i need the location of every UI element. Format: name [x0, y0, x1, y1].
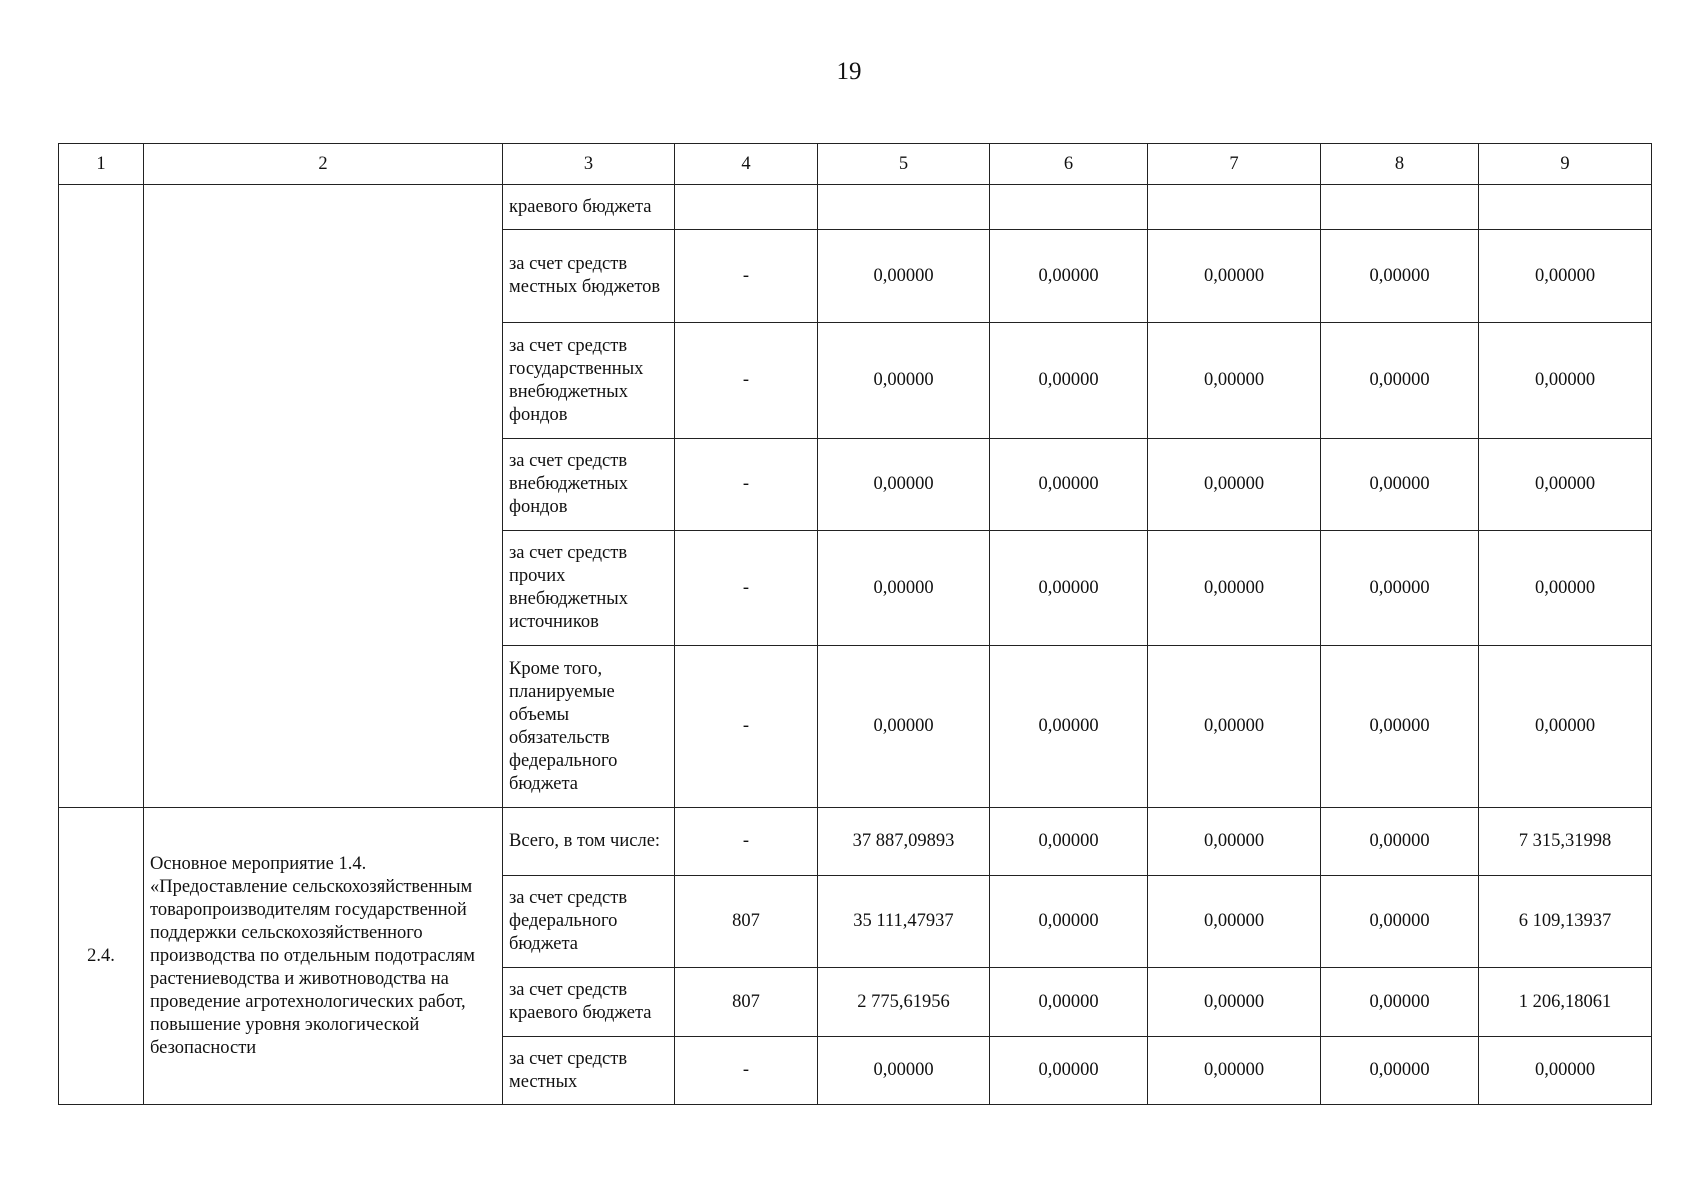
value-cell: 0,00000 — [990, 1037, 1148, 1105]
value-cell: 0,00000 — [818, 323, 990, 439]
number-cell-empty — [59, 185, 144, 808]
value-cell: 0,00000 — [1148, 230, 1321, 323]
funding-source-cell: за счет средств краевого бюджета — [503, 968, 675, 1037]
page-number: 19 — [836, 58, 862, 85]
value-cell: 0,00000 — [1479, 1037, 1652, 1105]
code-cell: - — [675, 1037, 818, 1105]
value-cell: 37 887,09893 — [818, 808, 990, 876]
value-cell: 0,00000 — [818, 531, 990, 646]
value-cell: 0,00000 — [1321, 646, 1479, 808]
column-header: 3 — [503, 144, 675, 185]
column-header: 2 — [144, 144, 503, 185]
value-cell: 0,00000 — [818, 1037, 990, 1105]
value-cell: 0,00000 — [1321, 230, 1479, 323]
funding-source-cell: за счет средств прочих внебюджетных источников — [503, 531, 675, 646]
code-cell: - — [675, 531, 818, 646]
value-cell: 0,00000 — [1148, 876, 1321, 968]
funding-source-cell: за счет средств федерального бюджета — [503, 876, 675, 968]
column-header: 8 — [1321, 144, 1479, 185]
value-cell: 0,00000 — [1479, 230, 1652, 323]
value-cell: 1 206,18061 — [1479, 968, 1652, 1037]
column-number-row — [59, 144, 1652, 185]
funding-source-cell: Всего, в том числе: — [503, 808, 675, 876]
value-cell: 6 109,13937 — [1479, 876, 1652, 968]
value-cell: 0,00000 — [818, 439, 990, 531]
column-header: 5 — [818, 144, 990, 185]
value-cell: 0,00000 — [990, 808, 1148, 876]
value-cell: 0,00000 — [990, 646, 1148, 808]
code-cell: - — [675, 439, 818, 531]
value-cell: 2 775,61956 — [818, 968, 990, 1037]
value-cell: 0,00000 — [990, 323, 1148, 439]
value-cell: 0,00000 — [1321, 876, 1479, 968]
code-cell: 807 — [675, 876, 818, 968]
column-header: 7 — [1148, 144, 1321, 185]
funding-source-cell: за счет средств государственных внебюджетных фондов — [503, 323, 675, 439]
column-header: 9 — [1479, 144, 1652, 185]
section-number-cell: 2.4. — [59, 808, 144, 1105]
funding-source-cell: за счет средств внебюджетных фондов — [503, 439, 675, 531]
value-cell — [990, 185, 1148, 230]
value-cell: 0,00000 — [990, 531, 1148, 646]
value-cell: 0,00000 — [990, 230, 1148, 323]
value-cell: 0,00000 — [1148, 1037, 1321, 1105]
value-cell: 35 111,47937 — [818, 876, 990, 968]
value-cell: 0,00000 — [818, 646, 990, 808]
table-row — [59, 185, 1652, 230]
value-cell: 0,00000 — [990, 439, 1148, 531]
budget-table — [58, 143, 1652, 1105]
value-cell: 0,00000 — [1148, 646, 1321, 808]
value-cell: 0,00000 — [990, 968, 1148, 1037]
value-cell: 0,00000 — [1479, 323, 1652, 439]
column-header: 4 — [675, 144, 818, 185]
code-cell: - — [675, 646, 818, 808]
code-cell: - — [675, 808, 818, 876]
table-row — [59, 808, 1652, 876]
value-cell — [1148, 185, 1321, 230]
value-cell: 0,00000 — [1148, 808, 1321, 876]
value-cell: 0,00000 — [1321, 968, 1479, 1037]
value-cell: 0,00000 — [1321, 1037, 1479, 1105]
value-cell — [818, 185, 990, 230]
title-cell-empty — [144, 185, 503, 808]
value-cell: 0,00000 — [1321, 808, 1479, 876]
value-cell: 0,00000 — [1148, 439, 1321, 531]
value-cell: 7 315,31998 — [1479, 808, 1652, 876]
value-cell — [1321, 185, 1479, 230]
funding-source-cell: краевого бюджета — [503, 185, 675, 230]
value-cell: 0,00000 — [1148, 968, 1321, 1037]
value-cell: 0,00000 — [1321, 323, 1479, 439]
funding-source-cell: за счет средств местных бюджетов — [503, 230, 675, 323]
section-title-cell: Основное мероприятие 1.4. «Предоставление сельскохозяйственным товаропроизводителям государственной поддержки сельскохозяйственного производства по отдельным подотраслям растениеводства и животноводства на проведение агротехнологических работ, повышение уровня экологической безопасности — [144, 808, 503, 1105]
funding-source-cell: Кроме того, планируемые объемы обязательств федерального бюджета — [503, 646, 675, 808]
column-header: 1 — [59, 144, 144, 185]
code-cell — [675, 185, 818, 230]
value-cell: 0,00000 — [818, 230, 990, 323]
value-cell: 0,00000 — [1321, 531, 1479, 646]
value-cell: 0,00000 — [1479, 531, 1652, 646]
value-cell — [1479, 185, 1652, 230]
value-cell: 0,00000 — [990, 876, 1148, 968]
value-cell: 0,00000 — [1479, 439, 1652, 531]
code-cell: 807 — [675, 968, 818, 1037]
value-cell: 0,00000 — [1148, 531, 1321, 646]
value-cell: 0,00000 — [1479, 646, 1652, 808]
code-cell: - — [675, 323, 818, 439]
code-cell: - — [675, 230, 818, 323]
value-cell: 0,00000 — [1321, 439, 1479, 531]
value-cell: 0,00000 — [1148, 323, 1321, 439]
funding-source-cell: за счет средств местных — [503, 1037, 675, 1105]
column-header: 6 — [990, 144, 1148, 185]
